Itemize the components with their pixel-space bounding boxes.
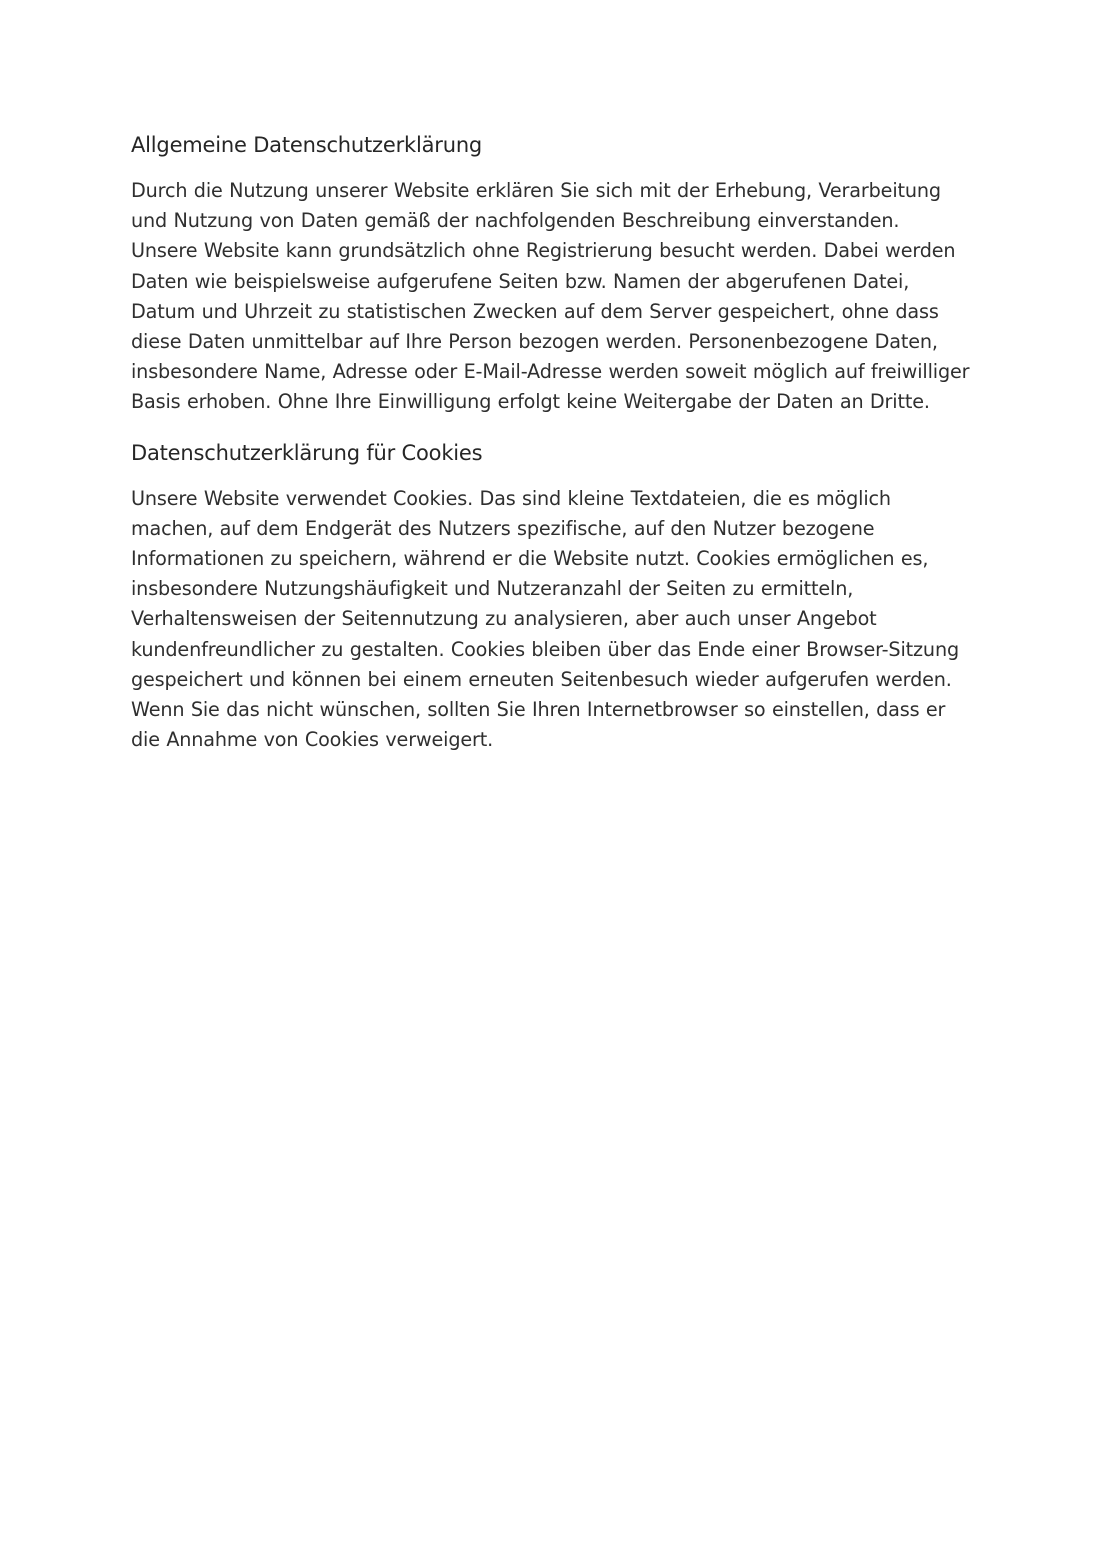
- section-text-cookies-privacy: Unsere Website verwendet Cookies. Das sind kleine Textdateien, die es möglich machen, auf dem Endgerät des Nutzers spezifische, auf den Nutzer bezogene Informationen zu speichern, während er die Website nutzt. Cookies ermöglichen es, insbesondere Nutzungshäufigkeit und Nutzeranzahl der Seiten zu ermitteln, Verhaltensweisen der Seitennutzung zu analysieren, aber auch unser Angebot kundenfreundlicher zu gestalten. Cookies bleiben über das Ende einer Browser-Sitzung gespeichert und können bei einem erneuten Seitenbesuch wieder aufgerufen werden. Wenn Sie das nicht wünschen, sollten Sie Ihren Internetbrowser so einstellen, dass er die Annahme von Cookies verweigert.: [131, 486, 959, 752]
- document-content: [131, 128, 971, 755]
- section-text-general-privacy: Durch die Nutzung unserer Website erklären Sie sich mit der Erhebung, Verarbeitung und Nutzung von Daten gemäß der nachfolgenden Beschreibung einverstanden. Unsere Website kann grundsätzlich ohne Registrierung besucht werden. Dabei werden Daten wie beispielsweise aufgerufene Seiten bzw. Namen der abgerufenen Datei, Datum und Uhrzeit zu statistischen Zwecken auf dem Server gespeichert, ohne dass diese Daten unmittelbar auf Ihre Person bezogen werden. Personenbezogene Daten, insbesondere Name, Adresse oder E-Mail-Adresse werden soweit möglich auf freiwilliger Basis erhoben. Ohne Ihre Einwilligung erfolgt keine Weitergabe der Daten an Dritte.: [131, 179, 970, 414]
- section-heading-cookies-privacy: Datenschutzerklärung für Cookies: [131, 440, 483, 465]
- section-heading-general-privacy: Allgemeine Datenschutzerklärung: [131, 133, 483, 157]
